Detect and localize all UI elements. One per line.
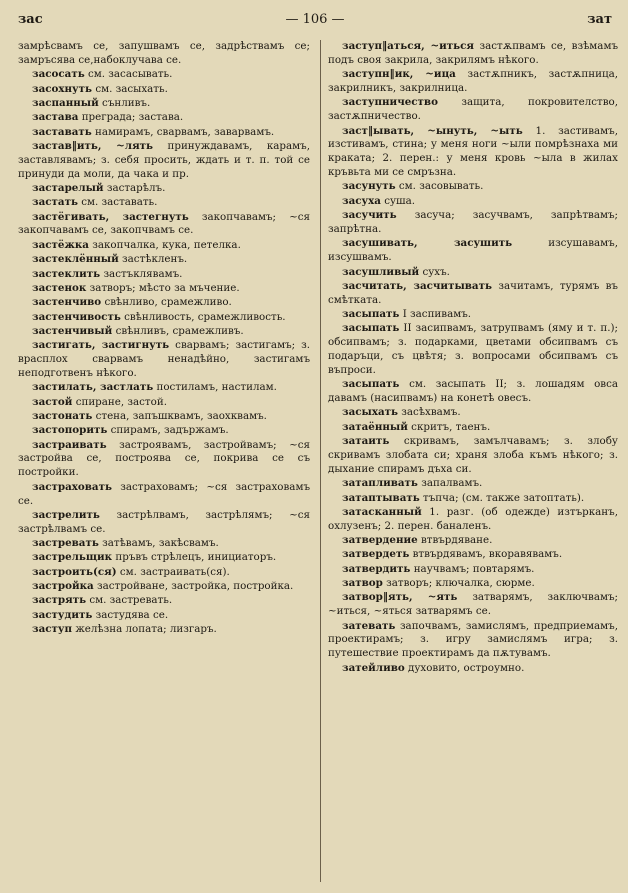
entry-definition: застъклявамъ. (103, 267, 183, 280)
entry-headword: затвердение (342, 534, 418, 547)
entry-definition: застрѣлвамъ, застрѣлямъ; ~ся застрѣлвамъ се. (18, 508, 310, 535)
entry-definition: см. застраивать(ся). (119, 565, 230, 578)
entry-definition: застудява се. (95, 608, 169, 621)
entry-headword: заставать (32, 125, 92, 138)
entry-definition: застроявамъ, застройвамъ; ~ся застройва се, построява се, покрива се съ постройки. (18, 438, 310, 479)
entry-headword: застава (32, 111, 79, 124)
dictionary-entry (18, 211, 310, 239)
entry-headword: застенчивость (32, 310, 121, 323)
entry-definition: втвърдявамъ, вкоравявамъ. (412, 548, 563, 561)
dictionary-entry (18, 566, 310, 580)
entry-headword: засыпать (342, 378, 400, 391)
entry-headword: затаить (342, 435, 390, 448)
dictionary-entry (18, 68, 310, 82)
entry-definition: см. засыпать II; з. лошадям овса давамъ (насипвамъ) на конетѣ овесъ. (328, 378, 618, 405)
entry-headword: застрельщик (32, 551, 113, 564)
entry-definition: скривамъ, замълчавамъ; з. злобу скривамъ злобата си; храня злоба къмъ нѣкого; з. дыхание спирамъ дъха си. (328, 435, 618, 475)
dictionary-entry (18, 325, 310, 339)
dictionary-entry (328, 477, 618, 491)
entry-headword: затейливо (342, 661, 405, 674)
entry-headword: затевать (342, 619, 396, 632)
entry-headword: затвор (342, 577, 383, 590)
dictionary-entry (18, 339, 310, 381)
entry-headword: застраивать (32, 438, 107, 451)
entry-definition: стена, запъшквамъ, заохквамъ. (95, 409, 267, 422)
entry-headword: застонать (32, 409, 93, 422)
entry-definition: зачитамъ, турямъ въ смѣтката. (328, 279, 618, 306)
dictionary-entry (328, 96, 618, 124)
entry-headword: застревать (32, 537, 99, 550)
dictionary-entry (18, 182, 310, 196)
entry-definition: намирамъ, сварвамъ, заварвамъ. (95, 125, 275, 138)
dictionary-entry (18, 481, 310, 509)
dictionary-entry (18, 239, 310, 253)
entry-definition: постиламъ, настилам. (156, 381, 277, 394)
dictionary-entry (18, 97, 310, 111)
entry-headword: затвор‖ять, ~ять (342, 591, 458, 604)
dictionary-entry (328, 280, 618, 308)
entry-definition: спирамъ, задържамъ. (110, 424, 229, 437)
entry-definition: засуча; засучвамъ, запрѣтвамъ; запрѣтна. (328, 209, 619, 235)
dictionary-entry (18, 623, 310, 637)
entry-definition: защита, покровителство, застѫпничество. (328, 96, 618, 123)
column-divider (320, 40, 321, 882)
entry-definition: изсушавамъ, изсушвамъ. (328, 237, 618, 264)
page-number: — 106 — (285, 12, 345, 27)
entry-definition: запалвамъ. (421, 477, 483, 490)
entry-headword: заступн‖ик, ~ица (342, 68, 456, 81)
entry-headword: застенчиво (32, 296, 102, 309)
dictionary-entry (18, 253, 310, 267)
dictionary-entry (328, 322, 618, 377)
entry-definition: сварвамъ; застигамъ; з. врасплох сварвамъ ненадѣйно, застигамъ неподготвенъ нѣкого. (18, 339, 311, 379)
entry-definition: затворъ; ключалка, сюрме. (386, 577, 535, 590)
entry-headword: засыхать (342, 406, 399, 419)
entry-headword: застрелить (32, 508, 100, 521)
entry-definition: свѣнливъ, срамежливъ. (115, 324, 244, 337)
entry-definition: затварямъ, заключвамъ; ~иться, ~яться затварямъ се. (328, 591, 618, 618)
entry-headword: застопорить (32, 424, 108, 437)
dictionary-entry (18, 537, 310, 551)
entry-definition: затворъ; мѣсто за мъчение. (89, 281, 240, 294)
entry-headword: заст‖ывать, ~ынуть, ~ыть (342, 124, 523, 137)
entry-headword: засчитать, засчитывать (342, 279, 492, 292)
entry-definition: засѣхвамъ. (401, 406, 461, 419)
entry-definition: започвамъ, замислямъ, предприемамъ, проектирамъ; з. игру замислямъ игра; з. путешествие проектирамъ да пѫтувамъ. (328, 619, 618, 660)
entry-definition: принуждавамъ, карамъ, заставлявамъ; з. себя просить, ждать и т. п. той се принуди да моли, да чака и пр. (18, 139, 310, 180)
entry-definition: см. застревать. (89, 594, 173, 607)
dictionary-entry (18, 83, 310, 97)
dictionary-entry (18, 609, 310, 623)
entry-headword: застать (32, 196, 78, 209)
entry-definition: застройване, застройка, постройка. (97, 580, 294, 593)
entry-definition: см. засовывать. (398, 180, 484, 193)
left-column (18, 40, 310, 637)
entry-definition: сънливъ. (102, 96, 151, 109)
dictionary-entry (18, 509, 310, 537)
entry-headword: застрять (32, 594, 87, 607)
dictionary-entry (328, 406, 618, 420)
entry-headword: застенчивый (32, 324, 113, 337)
entry-headword: затапливать (342, 477, 418, 490)
entry-definition: закопчалка, кука, петелка. (92, 238, 241, 251)
dictionary-entry (18, 282, 310, 296)
entry-definition: спиране, застой. (75, 395, 167, 408)
entry-headword: засыпать (342, 308, 400, 321)
entry-definition: застѫпникъ, застѫпница, закрилникъ, закрилница. (328, 68, 618, 95)
entry-definition: сухъ. (422, 265, 450, 278)
entry-headword: застилать, застлать (32, 381, 154, 394)
entry-definition: скритъ, таенъ. (411, 420, 491, 433)
entry-headword: застеклённый (32, 253, 119, 266)
entry-headword: застудить (32, 608, 93, 621)
dictionary-entry (328, 266, 618, 280)
dictionary-entry (328, 506, 618, 534)
dictionary-entry (328, 591, 618, 619)
entry-headword: застигать, застигнуть (32, 339, 170, 352)
header-left-guide-word: зас (18, 12, 43, 27)
entry-headword: засыпать (342, 322, 400, 335)
right-column (328, 40, 618, 676)
entry-headword: застенок (32, 281, 87, 294)
entry-definition: II засипвамъ, затрупвамъ (яму и т. п.); обсипвамъ; з. подарками, цветами обсипвамъ съ подаръци, съ цвѣтя; з. вопросами обсипвамъ съ въпроси. (328, 322, 618, 376)
entry-headword: застроить(ся) (32, 565, 117, 578)
entry-definition: см. засыхать. (95, 82, 168, 95)
dictionary-entry (328, 534, 618, 548)
entry-headword: застёгивать, застегнуть (32, 210, 189, 223)
page-header (18, 12, 612, 34)
entry-definition: свѣнливость, срамежливость. (124, 310, 286, 323)
entry-definition: см. заставать. (81, 196, 158, 209)
entry-headword: застройка (32, 580, 94, 593)
dictionary-entry (328, 180, 618, 194)
dictionary-entry (18, 594, 310, 608)
dictionary-entry (18, 410, 310, 424)
dictionary-entry (328, 40, 618, 68)
entry-headword: заспанный (32, 96, 99, 109)
dictionary-entry (18, 196, 310, 210)
entry-definition: тъпча; (см. также затоптать). (423, 491, 585, 504)
dictionary-entry (18, 40, 310, 68)
entry-definition: преграда; застава. (81, 111, 184, 124)
entry-headword: засуха (342, 194, 381, 207)
entry-definition: затѣвамъ, закѣсвамъ. (102, 537, 219, 550)
dictionary-entry (328, 237, 618, 265)
entry-headword: заступничество (342, 96, 438, 109)
dictionary-entry (328, 548, 618, 562)
dictionary-entry (18, 296, 310, 310)
dictionary-entry (328, 308, 618, 322)
entry-definition: застѫпвамъ се, взѣмамъ подъ своя закрила, закрилямъ нѣкого. (328, 40, 618, 66)
dictionary-entry (328, 577, 618, 591)
entry-definition: суша. (384, 194, 416, 207)
entry-headword: заступ‖аться, ~иться (342, 40, 474, 52)
dictionary-entry (328, 435, 618, 477)
dictionary-entry (328, 378, 618, 406)
dictionary-entry (18, 580, 310, 594)
dictionary-entry (18, 551, 310, 565)
entry-headword: затаённый (342, 420, 408, 433)
entry-definition: застраховамъ; ~ся застраховамъ се. (18, 480, 311, 507)
entry-definition: научвамъ; повтарямъ. (413, 562, 535, 575)
entry-headword: застёжка (32, 238, 89, 251)
dictionary-entry (328, 563, 618, 577)
entry-headword: застарелый (32, 181, 104, 194)
dictionary-entry (18, 311, 310, 325)
dictionary-entry (328, 492, 618, 506)
entry-headword: затасканный (342, 505, 422, 518)
entry-definition: духовито, остроумно. (408, 661, 525, 674)
entry-definition: закопчавамъ; ~ся закопчавамъ се, закопчвамъ се. (18, 210, 310, 237)
entry-headword: засушивать, засушить (342, 237, 513, 250)
dictionary-entry (328, 68, 618, 96)
entry-headword: затаптывать (342, 491, 420, 504)
dictionary-entry (328, 195, 618, 209)
entry-definition: желѣзна лопата; лизгаръ. (75, 623, 217, 636)
dictionary-entry (328, 209, 618, 237)
entry-definition: см. засасывать. (87, 68, 173, 81)
entry-headword: засунуть (342, 180, 396, 193)
entry-headword: застой (32, 395, 73, 408)
dictionary-entry (328, 125, 618, 180)
dictionary-entry (18, 424, 310, 438)
entry-definition: застѣкленъ. (122, 253, 188, 266)
dictionary-entry (18, 381, 310, 395)
dictionary-entry (328, 421, 618, 435)
entry-definition: замрѣсвамъ се, запушвамъ се, задрѣствамъ се; замръсява се,набоклучава се. (18, 40, 310, 66)
entry-headword: застеклить (32, 267, 101, 280)
entry-headword: заступ (32, 623, 73, 636)
dictionary-entry (18, 111, 310, 125)
entry-headword: засучить (342, 209, 397, 222)
entry-headword: застав‖ить, ~лять (32, 139, 154, 152)
dictionary-entry (18, 140, 310, 182)
dictionary-entry (18, 268, 310, 282)
header-right-guide-word: зат (587, 12, 612, 27)
entry-headword: засушливый (342, 265, 420, 278)
dictionary-entry (18, 439, 310, 481)
entry-headword: затвердить (342, 562, 411, 575)
entry-definition: пръвъ стрѣлецъ, инициаторъ. (115, 551, 277, 564)
dictionary-entry (18, 126, 310, 140)
entry-definition: свѣнливо, срамежливо. (104, 296, 232, 309)
entry-headword: затвердеть (342, 548, 410, 561)
entry-definition: I заспивамъ. (402, 308, 472, 321)
entry-definition: 1. застивамъ, изстивамъ, стина; у меня ноги ~ыли помрѣзнаха ми краката; 2. перен.: у меня кровь ~ыла в жилах кръвьта ми се смръзна. (328, 124, 618, 179)
entry-headword: засохнуть (32, 82, 93, 95)
dictionary-entry (328, 662, 618, 676)
entry-definition: застарѣлъ. (106, 181, 166, 194)
entry-definition: втвърдяване. (420, 534, 493, 547)
entry-headword: засосать (32, 68, 85, 81)
dictionary-entry (328, 620, 618, 662)
dictionary-entry (18, 396, 310, 410)
entry-definition: 1. разг. (об одежде) изтърканъ, охлузенъ; 2. перен. баналенъ. (328, 505, 618, 532)
entry-headword: застраховать (32, 480, 112, 493)
